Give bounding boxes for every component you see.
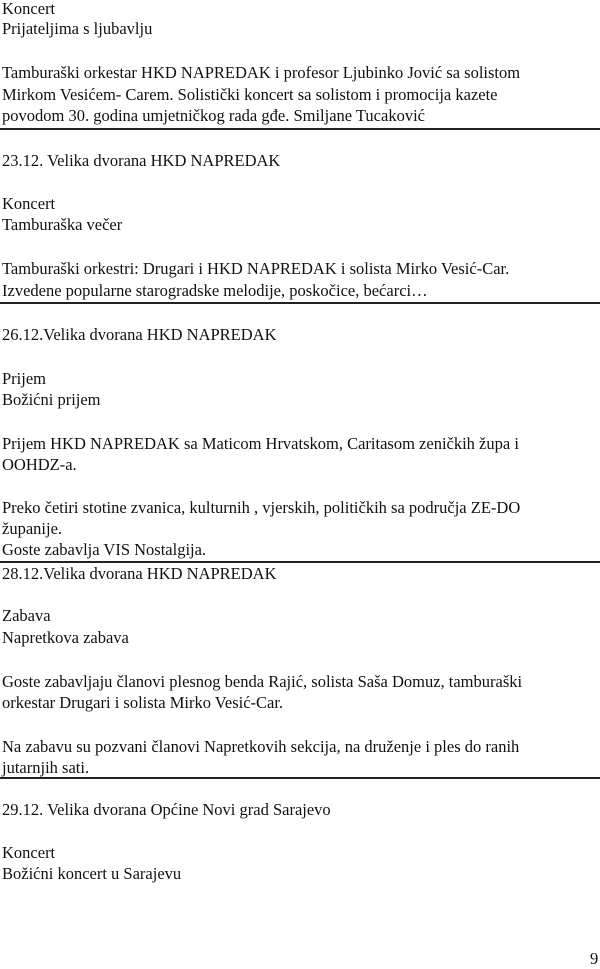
event-description-line: Izvedene popularne starogradske melodije, poskočice, bećarci… xyxy=(2,281,428,300)
event-type: Koncert xyxy=(2,194,56,213)
event-title: Prijateljima s ljubavlju xyxy=(2,19,153,38)
event-date-venue: 23.12. Velika dvorana HKD NAPREDAK xyxy=(2,151,281,170)
event-title: Tamburaška večer xyxy=(2,215,123,234)
event-description-line: OOHDZ-a. xyxy=(2,455,77,474)
event-description-line: Mirkom Vesićem- Carem. Solistički koncert sa solistom i promocija kazete xyxy=(2,85,498,104)
section-divider xyxy=(0,777,600,779)
event-description-line: Goste zabavljaju članovi plesnog benda Rajić, solista Saša Domuz, tamburaški xyxy=(2,672,523,691)
event-type: Koncert xyxy=(2,843,56,862)
event-title: Božićni koncert u Sarajevu xyxy=(2,864,182,883)
event-description-line: županije. xyxy=(2,519,63,538)
event-date-venue: 29.12. Velika dvorana Općine Novi grad Sarajevo xyxy=(2,800,331,819)
event-title: Božićni prijem xyxy=(2,390,101,409)
event-description-line: Tamburaški orkestar HKD NAPREDAK i profesor Ljubinko Jović sa solistom xyxy=(2,63,521,82)
event-description-line: Goste zabavlja VIS Nostalgija. xyxy=(2,540,207,559)
section-divider xyxy=(0,128,600,130)
section-divider xyxy=(0,302,600,304)
event-description-line: Na zabavu su pozvani članovi Napretkovih sekcija, na druženje i ples do ranih xyxy=(2,737,520,756)
event-description-line: jutarnjih sati. xyxy=(2,758,90,777)
event-type: Prijem xyxy=(2,369,46,388)
event-description-line: Preko četiri stotine zvanica, kulturnih , vjerskih, političkih sa područja ZE-DO xyxy=(2,498,521,517)
event-date-venue: 28.12.Velika dvorana HKD NAPREDAK xyxy=(2,564,277,583)
event-description-line: povodom 30. godina umjetničkog rada gđe. Smiljane Tucaković xyxy=(2,106,425,125)
event-description-line: orkestar Drugari i solista Mirko Vesić-Car. xyxy=(2,693,284,712)
event-description-line: Prijem HKD NAPREDAK sa Maticom Hrvatskom, Caritasom zeničkih župa i xyxy=(2,434,519,453)
event-description-line: Tamburaški orkestri: Drugari i HKD NAPREDAK i solista Mirko Vesić-Car. xyxy=(2,259,510,278)
event-title: Napretkova zabava xyxy=(2,628,129,647)
event-date-venue: 26.12.Velika dvorana HKD NAPREDAK xyxy=(2,325,277,344)
event-type: Koncert xyxy=(2,0,56,18)
page-number: 9 xyxy=(590,949,599,968)
event-type: Zabava xyxy=(2,606,51,625)
